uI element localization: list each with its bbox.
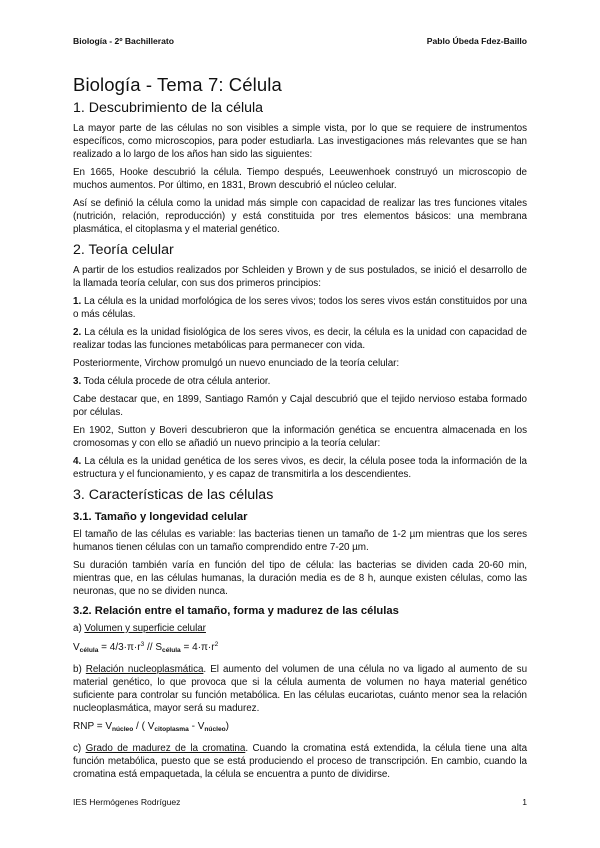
item-b-title: Relación nucleoplasmática [85, 664, 204, 675]
page-content [73, 74, 527, 786]
formula-volume-surface: $V_{célula} = 4/3\cdot\pi\cdot r^3 // S_{célula} = 4\cdot\pi\cdot r^2$ [73, 641, 219, 654]
header-course: Biología - 2º Bachillerato [73, 36, 175, 46]
document-title: Biología - Tema 7: Célula [73, 74, 282, 95]
page-header [73, 36, 527, 50]
principle-3 [73, 375, 527, 388]
principle-4 [73, 455, 527, 481]
section-1-paragraph: La mayor parte de las células no son visibles a simple vista, por lo que se requiere de instrumentos específicos, como microscopios, para poder estudiarla. Las investigaciones más relevantes que se han realizado a lo largo de los años han sido las siguientes: [73, 123, 527, 160]
principle-number: 2. [73, 327, 82, 338]
subsection-3-2-heading: 3.2. Relación entre el tamaño, forma y madurez de las células [73, 605, 399, 617]
principle-1 [73, 295, 527, 321]
section-1-paragraph: En 1665, Hooke descubrió la célula. Tiempo después, Leeuwenhoek construyó un microscopio de muchos aumentos. Por último, en 1831, Brown descubrió el núcleo celular. [73, 167, 527, 191]
item-c-label: c) [73, 743, 86, 754]
principle-2 [73, 326, 527, 352]
section-2-paragraph: A partir de los estudios realizados por Schleiden y Brown y de sus postulados, se inició el desarrollo de la llamada teoría celular, con sus dos primeros principios: [73, 265, 527, 289]
section-2-paragraph: Cabe destacar que, en 1899, Santiago Ramón y Cajal descubrió que el tejido nervioso estaba formado por células. [73, 394, 527, 418]
subsection-3-1-paragraph: Su duración también varía en función del tipo de célula: las bacterias se dividen cada 20-60 min, mientras que, en las células humanas, la duración media es de 8 h, aunque existen células, como las neuronas, que no se dividen nunca. [73, 560, 527, 597]
item-c [73, 742, 527, 781]
principle-number: 4. [73, 456, 82, 467]
section-2-paragraph: Posteriormente, Virchow promulgó un nuevo enunciado de la teoría celular: [73, 358, 400, 369]
formula-rnp: RNP = $V_{núcleo}$ / ( $V_{citoplasma} - V_{núcleo}$) [73, 721, 229, 733]
item-b-label: b) [73, 664, 86, 675]
item-a [73, 622, 527, 635]
principle-text: Toda célula procede de otra célula anterior. [83, 376, 271, 387]
section-1-paragraph: Así se definió la célula como la unidad más simple con capacidad de realizar las tres funciones vitales (nutrición, relación, reproducción) y está constituida por tres elementos básicos: una membrana plasmática, el citoplasma y el material genético. [73, 198, 527, 235]
page-number: 1 [522, 797, 527, 807]
item-a-label: a) [73, 623, 85, 634]
footer-school: IES Hermógenes Rodríguez [73, 797, 181, 807]
principle-number: 1. [73, 296, 82, 307]
principle-text: La célula es la unidad fisiológica de los seres vivos, es decir, la célula es la unidad con capacidad de realizar todas las funciones metabólicas para permanecer con vida. [73, 327, 527, 351]
header-author: Pablo Úbeda Fdez-Baillo [426, 36, 527, 46]
item-a-title: Volumen y superficie celular [84, 623, 206, 634]
principle-text: La célula es la unidad morfológica de los seres vivos; todos los seres vivos están constituidos por una o más células. [73, 296, 527, 320]
item-c-text: . Cuando la cromatina está extendida, la célula tiene una alta función metabólica, puesto que se está produciendo el proceso de transcripción. En cambio, cuando la cromatina está empaquetada, la célula se encuentra a punto de dividirse. [73, 743, 528, 780]
item-b-text: . El aumento del volumen de una célula no va ligado al aumento de su material genético, lo que provoca que si la célula aumenta de volumen no haya material genético suficiente para controlar su función metabólica. En las células eucariotas, cuánto menor sea la relación nucleoplasmática, mayor será su madurez. [73, 664, 528, 714]
section-2-heading: 2. Teoría celular [73, 242, 174, 258]
item-c-title: Grado de madurez de la cromatina [85, 743, 246, 754]
item-b [73, 663, 527, 715]
subsection-3-1-paragraph: El tamaño de las células es variable: las bacterias tienen un tamaño de 1-2 µm mientras que los seres humanos tienen células con un tamaño comprendido entre 7-20 µm. [73, 529, 527, 553]
subsection-3-1-heading: 3.1. Tamaño y longevidad celular [73, 511, 248, 523]
page-footer [73, 797, 527, 811]
section-1-heading: 1. Descubrimiento de la célula [73, 100, 264, 116]
section-3-heading: 3. Características de las células [73, 487, 274, 503]
principle-number: 3. [73, 376, 82, 387]
principle-text: La célula es la unidad genética de los seres vivos, es decir, la célula posee toda la información de la estructura y el funcionamiento, y es capaz de transmitirla a los descendientes. [73, 456, 527, 480]
section-2-paragraph: En 1902, Sutton y Boveri descubrieron que la información genética se encuentra almacenada en los cromosomas y con ello se añadió un nuevo principio a la teoría celular: [73, 425, 527, 449]
